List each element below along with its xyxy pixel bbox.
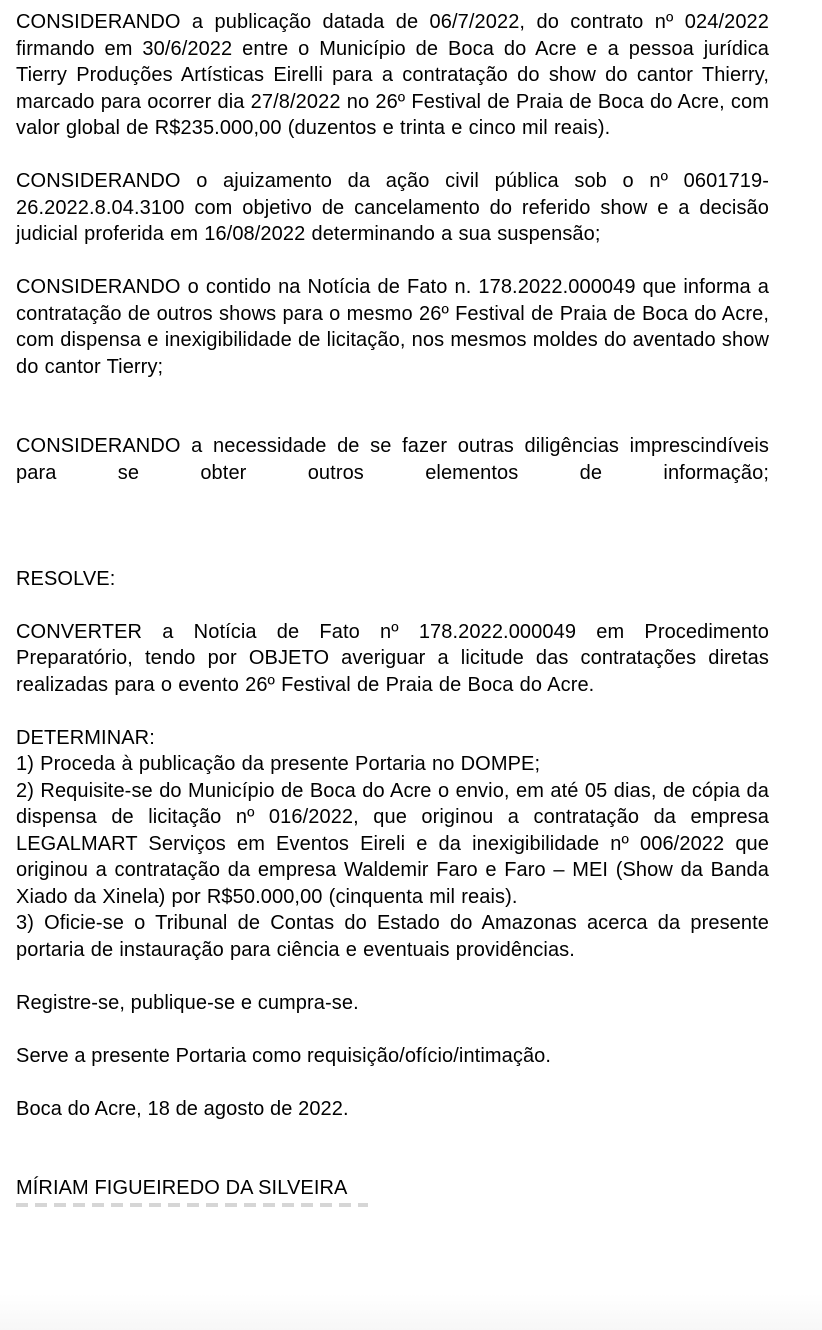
- paragraph-considerando-1: CONSIDERANDO a publicação datada de 06/7/2022, do contrato nº 024/2022 firmando em 30/6/2022 entre o Município de Boca do Acre e a pessoa jurídica Tierry Produções Artísticas Eirelli para a contratação do show do cantor Thierry, marcado para ocorrer dia 27/8/2022 no 26º Festival de Praia de Boca do Acre, com valor global de R$235.000,00 (duzentos e trinta e cinco mil reais).: [16, 11, 769, 139]
- paragraph-considerando-3: CONSIDERANDO o contido na Notícia de Fato n. 178.2022.000049 que informa a contratação de outros shows para o mesmo 26º Festival de Praia de Boca do Acre, com dispensa e inexigibilidade de licitação, nos mesmos moldes do aventado show do cantor Tierry;: [16, 276, 769, 378]
- signature-name: MÍRIAM FIGUEIREDO DA SILVEIRA: [16, 1177, 348, 1199]
- page-bottom-fade: [0, 1294, 822, 1330]
- determinar-heading: DETERMINAR:: [16, 726, 155, 749]
- determinar-item-1: 1) Proceda à publicação da presente Portaria no DOMPE;: [16, 753, 541, 775]
- paragraph-considerando-2: CONSIDERANDO o ajuizamento da ação civil pública sob o nº 0601719-26.2022.8.04.3100 com objetivo de cancelamento do referido show e a decisão judicial proferida em 16/08/2022 determinando a sua suspensão;: [16, 170, 769, 245]
- determinar-item-2: 2) Requisite-se do Município de Boca do Acre o envio, em até 05 dias, de cópia da dispensa de licitação nº 016/2022, que originou a contratação da empresa LEGALMART Serviços em Eventos Eireli e da inexigibilidade nº 006/2022 que originou a contratação da empresa Waldemir Faro e Faro – MEI (Show da Banda Xiado da Xinela) por R$50.000,00 (cinquenta mil reais).: [16, 779, 769, 908]
- resolve-heading: RESOLVE:: [16, 567, 116, 590]
- registre-line: Registre-se, publique-se e cumpra-se.: [16, 991, 359, 1014]
- paragraph-considerando-4: CONSIDERANDO a necessidade de se fazer outras diligências imprescindíveis para se obter outros elementos de informação;: [16, 435, 769, 484]
- serve-line: Serve a presente Portaria como requisição/ofício/intimação.: [16, 1044, 552, 1067]
- place-date-line: Boca do Acre, 18 de agosto de 2022.: [16, 1097, 349, 1120]
- paragraph-converter: CONVERTER a Notícia de Fato nº 178.2022.000049 em Procedimento Preparatório, tendo por OBJETO averiguar a licitude das contratações diretas realizadas para o evento 26º Festival de Praia de Boca do Acre.: [16, 620, 769, 696]
- document-page: [16, 9, 769, 1207]
- cropped-next-line-remnant: [16, 1203, 368, 1207]
- determinar-item-3: 3) Oficie-se o Tribunal de Contas do Estado do Amazonas acerca da presente portaria de instauração para ciência e eventuais providências.: [16, 912, 769, 961]
